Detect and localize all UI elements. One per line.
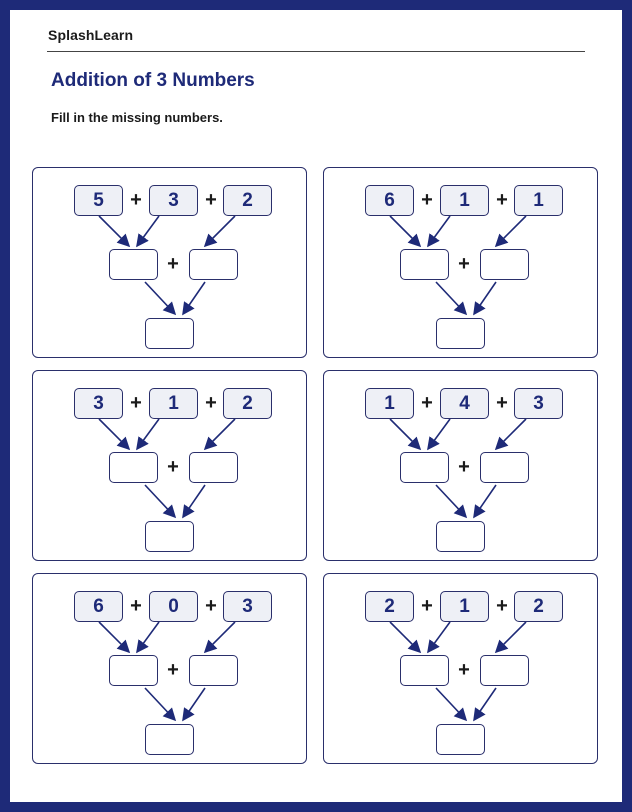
plus-sign: + [421, 595, 433, 617]
arrow-line [99, 216, 129, 246]
plus-sign: + [496, 392, 508, 414]
header-divider [47, 51, 585, 52]
addend-box: 4 [440, 388, 489, 419]
answer-blank[interactable] [480, 249, 529, 280]
answer-blank[interactable] [400, 655, 449, 686]
plus-sign: + [421, 392, 433, 414]
arrow-line [428, 622, 450, 652]
addend-box: 0 [149, 591, 198, 622]
addend-box: 2 [223, 388, 272, 419]
sum-blank[interactable] [436, 521, 485, 552]
arrow-line [496, 419, 526, 449]
problem-panel [323, 370, 598, 561]
addend-box: 3 [74, 388, 123, 419]
arrow-line [390, 419, 420, 449]
answer-blank[interactable] [400, 452, 449, 483]
answer-blank[interactable] [109, 452, 158, 483]
addend-box: 2 [365, 591, 414, 622]
arrow-line [428, 419, 450, 449]
addend-box: 2 [514, 591, 563, 622]
plus-sign: + [421, 189, 433, 211]
plus-sign: + [458, 253, 470, 275]
arrow-line [137, 419, 159, 449]
arrow-line [436, 282, 466, 314]
plus-sign: + [130, 595, 142, 617]
plus-sign: + [496, 595, 508, 617]
arrow-line [474, 282, 496, 314]
worksheet-title: Addition of 3 Numbers [51, 70, 255, 91]
arrow-line [205, 622, 235, 652]
arrow-line [137, 622, 159, 652]
arrow-line [428, 216, 450, 246]
arrow-line [99, 622, 129, 652]
plus-sign: + [205, 189, 217, 211]
problem-panel [32, 370, 307, 561]
answer-blank[interactable] [189, 249, 238, 280]
arrow-line [390, 622, 420, 652]
arrow-line [145, 485, 175, 517]
sum-blank[interactable] [145, 318, 194, 349]
plus-sign: + [167, 659, 179, 681]
addend-box: 1 [365, 388, 414, 419]
addend-box: 5 [74, 185, 123, 216]
answer-blank[interactable] [109, 655, 158, 686]
arrow-line [205, 419, 235, 449]
arrow-line [496, 216, 526, 246]
plus-sign: + [167, 253, 179, 275]
addend-box: 3 [514, 388, 563, 419]
plus-sign: + [205, 595, 217, 617]
arrow-line [496, 622, 526, 652]
arrow-line [205, 216, 235, 246]
answer-blank[interactable] [109, 249, 158, 280]
arrow-line [183, 485, 205, 517]
addend-box: 1 [149, 388, 198, 419]
plus-sign: + [496, 189, 508, 211]
answer-blank[interactable] [480, 452, 529, 483]
sum-blank[interactable] [436, 318, 485, 349]
addend-box: 6 [365, 185, 414, 216]
arrow-line [145, 282, 175, 314]
arrow-line [137, 216, 159, 246]
addend-box: 6 [74, 591, 123, 622]
addend-box: 2 [223, 185, 272, 216]
addend-box: 3 [149, 185, 198, 216]
plus-sign: + [130, 392, 142, 414]
sum-blank[interactable] [145, 724, 194, 755]
brand-logo: SplashLearn [48, 27, 134, 43]
arrow-line [436, 485, 466, 517]
plus-sign: + [458, 659, 470, 681]
arrow-line [99, 419, 129, 449]
problem-panel [32, 167, 307, 358]
plus-sign: + [167, 456, 179, 478]
problem-panel [323, 573, 598, 764]
arrow-line [474, 485, 496, 517]
arrow-line [183, 688, 205, 720]
answer-blank[interactable] [400, 249, 449, 280]
addend-box: 1 [440, 185, 489, 216]
addend-box: 3 [223, 591, 272, 622]
worksheet-page [10, 10, 622, 802]
answer-blank[interactable] [189, 655, 238, 686]
problem-panel [32, 573, 307, 764]
addend-box: 1 [440, 591, 489, 622]
arrow-line [474, 688, 496, 720]
plus-sign: + [205, 392, 217, 414]
addend-box: 1 [514, 185, 563, 216]
instructions: Fill in the missing numbers. [51, 110, 223, 125]
answer-blank[interactable] [189, 452, 238, 483]
sum-blank[interactable] [436, 724, 485, 755]
problem-panel [323, 167, 598, 358]
arrow-line [390, 216, 420, 246]
arrow-line [145, 688, 175, 720]
answer-blank[interactable] [480, 655, 529, 686]
arrow-line [183, 282, 205, 314]
arrow-line [436, 688, 466, 720]
plus-sign: + [130, 189, 142, 211]
sum-blank[interactable] [145, 521, 194, 552]
plus-sign: + [458, 456, 470, 478]
